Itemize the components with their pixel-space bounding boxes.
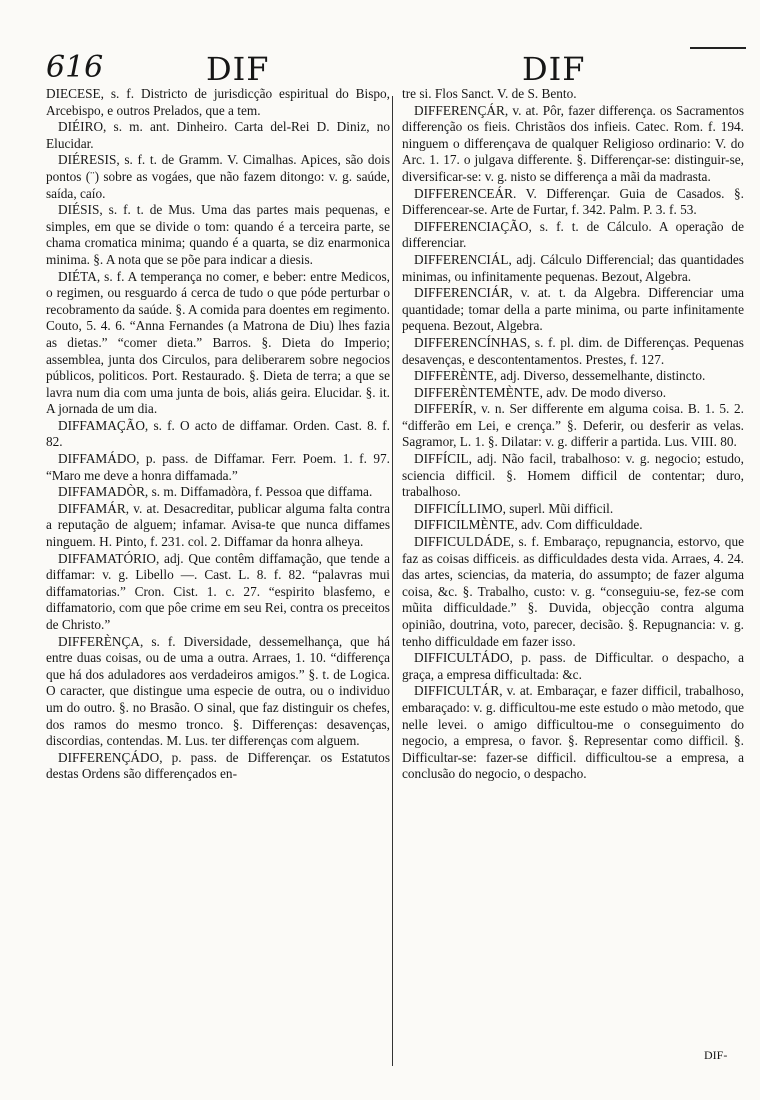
entry-diffamatorio: DIFFAMATÓRIO, adj. Que contêm diffamação, que tende a diffamar: v. g. Libello —. Cast. L. 8. f. 82. “palavras mui diffamatorias.” Cron. Cist. 1. c. 27. “espirito blasfemo, e diffamatorio, com que pôe crime em seu Rei, contra os preceitos de Christo.”	[46, 550, 390, 632]
top-right-rule	[690, 47, 746, 49]
entry-difficillimo: DIFFICÍLLIMO, superl. Mũi difficil.	[414, 500, 614, 516]
entry-diffamar: DIFFAMÁR, v. at. Desacreditar, publicar alguma falta contra a reputação de alguem; infamar. Avisa-te que nunca diffames ninguem. H. Pinto, f. 231. col. 2. Diffamar da honra alheya.	[46, 500, 390, 550]
entry-difficilmente: DIFFICILMÈNTE, adv. Com difficuldade.	[414, 517, 643, 533]
column-divider	[392, 96, 393, 1066]
entry-differenciar: DIFFERENCIÁR, v. at. t. da Algebra. Differenciar uma quantidade; tomar della a parte minima, ou parte infinitamente pequena. Bezout, Algebra.	[402, 285, 744, 334]
entry-differenca: DIFFERÈNÇA, s. f. Diversidade, dessemelhança, que há entre duas coisas, ou de uma a outra. Arraes, 1. 10. “differença que há dos aduladores aos verdadeiros amigos.” §. t. de Logica. O caracter, que distingue uma especie de outra, ou o individuo um do outro. §. no Brasão. O sinal, que faz distinguir os chefes, dos ramos do mesmo tronco. §. Differenças: desavenças, discordias, contendas. M. Lus. ter differenças com alguem.	[46, 633, 390, 749]
entry-diecese: DIECESE, s. f. Districto de jurisdicção espiritual do Bispo, Arcebispo, e outros Prelados, que a tem.	[46, 86, 390, 118]
left-running-head: DIF	[206, 50, 270, 88]
entry-differente: DIFFERÈNTE, adj. Diverso, dessemelhante, distincto.	[414, 368, 706, 384]
left-column	[46, 86, 390, 783]
entry-difficil: DIFFÍCIL, adj. Não facil, trabalhoso: v. g. negocio; estudo, sciencia difficil. §. Homem difficil de contentar; duro, trabalhoso.	[402, 451, 744, 500]
entry-diffamado: DIFFAMÁDO, p. pass. de Diffamar. Ferr. Poem. 1. f. 97. “Maro me deve a honra diffamada.”	[46, 451, 390, 483]
right-column	[402, 86, 744, 783]
entry-diesis: DIÉSIS, s. f. t. de Mus. Uma das partes mais pequenas, e simples, em que se divide o tom: quando é a terceira parte, se chama cromatica minima; quando é a quarta, se diz enarmonica minima. §. A nota que se põe para indicar a diesis.	[46, 202, 390, 267]
entry-dieta: DIÉTA, s. f. A temperança no comer, e beber: entre Medicos, o regimen, ou resguardo á cerca de tudo o que póde perturbar o recobramento da saúde. §. A comida para doentes em regimento. Couto, 5. 4. 6. “Anna Fernandes (a Matrona de Diu) lhes fazia as dietas.” “comer dieta.” Barros. §. Dieta do Imperio; assemblea, junta dos Circulos, para deliberarem sobre negocios públicos, politicos. Port. Restaurado. §. Dieta de terra; a que se lavra num dia com uma junta de bois, aliás geira. Elucidar. §. it. A jornada de um dia.	[46, 268, 390, 417]
entry-diffamador: DIFFAMADÒR, s. m. Diffamadòra, f. Pessoa que diffama.	[58, 484, 373, 500]
entry-continuation: tre si. Flos Sanct. V. de S. Bento.	[402, 86, 577, 101]
entry-difficultado: DIFFICULTÁDO, p. pass. de Difficultar. o despacho, a graça, a empresa difficultada: &c.	[402, 650, 744, 682]
entry-diffamacao: DIFFAMAÇÃO, s. f. O acto de diffamar. Orden. Cast. 8. f. 82.	[46, 417, 390, 450]
entry-difficuldade: DIFFICULDÁDE, s. f. Embaraço, repugnancia, estorvo, que faz as coisas difficeis. as difficuldades desta vida. Arraes, 4. 24. das artes, sciencias, da materia, do assumpto; de fazer alguma coisa, &c. §. Trabalho, custo: v. g. “conseguiu-se, fez-se com mũita difficuldade.” §. Duvida, objecção contra alguma opinião, doutrina, voto, parecer, decisão. §. Repugnancia: v. g. tenho difficuldade em fazer isso.	[402, 534, 744, 649]
entry-dieresis: DIÉRESIS, s. f. t. de Gramm. V. Cimalhas. Apices, são dois pontos (¨) sobre as vogáes, que não fazem ditongo: v. g. saúde, saída, caío.	[46, 152, 390, 201]
page-number: 616	[46, 50, 104, 85]
entry-differenciacao: DIFFERENCIAÇÃO, s. f. t. de Cálculo. A operação de differenciar.	[402, 218, 744, 251]
entry-differencear: DIFFERENCEÁR. V. Differençar. Guia de Casados. §. Differencear-se. Arte de Furtar, f. 342. Palm. P. 3. f. 53.	[402, 185, 744, 218]
entry-dieiro: DIÉIRO, s. m. ant. Dinheiro. Carta del-Rei D. Diniz, no Elucidar.	[46, 119, 390, 151]
entry-differencial: DIFFERENCIÁL, adj. Cálculo Differencial; das quantidades minimas, ou infinitamente pequenas. Bezout, Algebra.	[402, 251, 744, 284]
entry-differentemente: DIFFERÈNTEMÈNTE, adv. De modo diverso.	[414, 384, 667, 400]
entry-difficultar: DIFFICULTÁR, v. at. Embaraçar, e fazer difficil, trabalhoso, embaraçado: v. g. difficultou-me este estudo o mào metodo, que nelle levei. o amigo difficultou-me o conseguimento do negocio, a empresa, o favor. §. Representar como difficil. §. Difficultar-se: fazer-se difficil. difficultou-se a empresa, a conclusão do negocio, o despacho.	[402, 683, 744, 782]
entry-differencado: DIFFERENÇÁDO, p. pass. de Differençar. os Estatutos destas Ordens são differençados en-	[46, 749, 390, 782]
entry-differir: DIFFERÍR, v. n. Ser differente em alguma coisa. B. 1. 5. 2. “differão em Lei, e crença.” §. Deferir, ou desferir as velas. Sagramor, L. 1. §. Dilatar: v. g. differir a partida. Lus. VIII. 80.	[402, 401, 744, 450]
entry-differencinhas: DIFFERENCÍNHAS, s. f. pl. dim. de Differenças. Pequenas desavenças, e descontentamentos. Prestes, f. 127.	[402, 334, 744, 367]
right-running-head: DIF	[522, 50, 586, 88]
catchword: DIF-	[704, 1048, 728, 1062]
entry-differencar: DIFFERENÇÁR, v. at. Pôr, fazer differença. os Sacramentos differenção os fieis. Christãos dos infieis. Catec. Rom. f. 194. ninguem o differençava de qualquer Religioso ordinario: V. do Arc. 1. 17. o julgava differente. §. Differençar-se: distinguir-se, diversificar-se: v. g. nisto se differença a mãi da madrasta.	[402, 102, 744, 184]
